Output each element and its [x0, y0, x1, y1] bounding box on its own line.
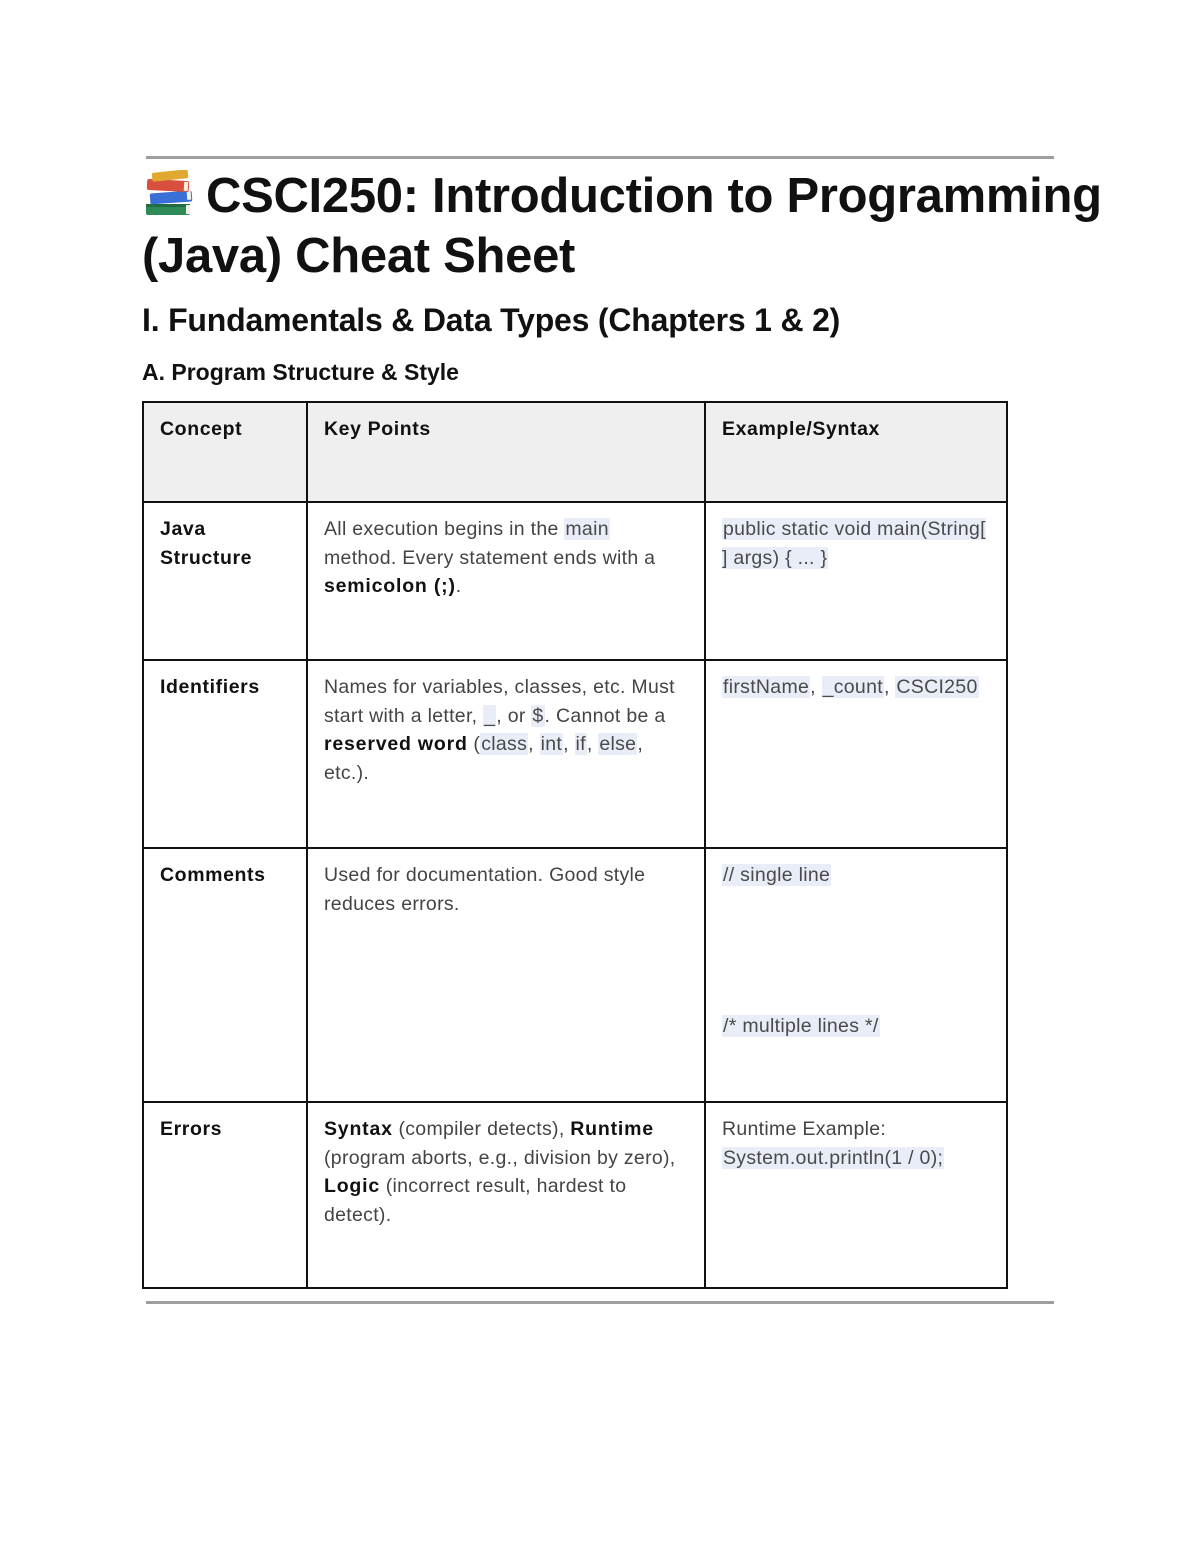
bold-term: reserved word	[324, 733, 468, 755]
code-snippet: _count	[822, 676, 883, 698]
page-title-text: CSCI250: Introduction to Programming (Java) Cheat Sheet	[142, 169, 1102, 283]
table-row	[143, 1102, 1007, 1288]
text-run: Runtime Example:	[722, 1118, 887, 1140]
top-divider	[146, 156, 1054, 159]
key-points-cell	[307, 848, 705, 1102]
example-cell	[705, 502, 1007, 660]
code-snippet: CSCI250	[896, 676, 978, 698]
text-run: ,	[528, 733, 540, 755]
text-run: (incorrect result, hardest to detect).	[324, 1175, 627, 1226]
key-points-cell	[307, 502, 705, 660]
code-snippet: int	[540, 733, 563, 755]
bottom-divider	[146, 1301, 1054, 1304]
section-heading: I. Fundamentals & Data Types (Chapters 1 & 2)	[142, 302, 841, 338]
code-snippet: if	[575, 733, 586, 755]
code-snippet: main	[565, 518, 609, 540]
code-snippet: /* multiple lines */	[723, 1014, 879, 1037]
text-run: method. Every statement ends with a	[324, 546, 656, 569]
text-run: ,	[586, 733, 599, 755]
text-run: . Cannot be a	[544, 704, 666, 727]
text-run: , etc.).	[324, 733, 644, 784]
bold-term: Syntax	[324, 1118, 393, 1140]
code-snippet: System.out.println(1 / 0);	[723, 1146, 944, 1169]
page-title	[142, 166, 1142, 286]
cheat-sheet-table	[142, 401, 1008, 1289]
table-row	[143, 848, 1007, 1102]
text-run: ,	[563, 733, 575, 755]
table-row	[143, 660, 1007, 848]
code-snippet: else	[599, 733, 637, 755]
concept-cell: Identifiers	[143, 660, 307, 848]
code-snippet: public static void main(String[ ] args) { ... }	[722, 518, 986, 569]
books-icon	[142, 170, 196, 218]
text-run: Used for documentation. Good style reduces errors.	[324, 864, 646, 915]
example-cell	[705, 660, 1007, 848]
spacer	[722, 890, 990, 1012]
bold-term: semicolon (;)	[324, 575, 456, 597]
concept-cell: Java Structure	[143, 502, 307, 660]
code-snippet: // single line	[723, 864, 831, 886]
bold-term: Runtime	[570, 1118, 654, 1140]
text-run: Names for variables, classes, etc. Must start with a letter,	[324, 676, 675, 727]
text-run: (program aborts, e.g., division by zero),	[324, 1146, 676, 1169]
column-header-example: Example/Syntax	[705, 402, 1007, 502]
key-points-cell	[307, 1102, 705, 1288]
key-points-cell	[307, 660, 705, 848]
text-run: All execution begins in the	[324, 518, 565, 540]
concept-cell: Errors	[143, 1102, 307, 1288]
code-snippet: _	[484, 704, 496, 727]
text-run: ,	[883, 676, 896, 698]
example-cell	[705, 848, 1007, 1102]
code-snippet: firstName	[723, 676, 810, 698]
table-row	[143, 502, 1007, 660]
concept-cell: Comments	[143, 848, 307, 1102]
column-header-key-points: Key Points	[307, 402, 705, 502]
bold-term: Logic	[324, 1175, 380, 1197]
subsection-heading: A. Program Structure & Style	[142, 359, 459, 385]
table-header-row	[143, 402, 1007, 502]
column-header-concept: Concept	[143, 402, 307, 502]
code-snippet: $	[532, 704, 544, 727]
text-run: , or	[496, 704, 532, 727]
code-snippet: class	[481, 733, 528, 755]
text-run: .	[455, 575, 462, 597]
text-run: (compiler detects),	[392, 1118, 571, 1140]
example-cell	[705, 1102, 1007, 1288]
text-run: ,	[810, 676, 822, 698]
text-run: (	[467, 733, 481, 755]
